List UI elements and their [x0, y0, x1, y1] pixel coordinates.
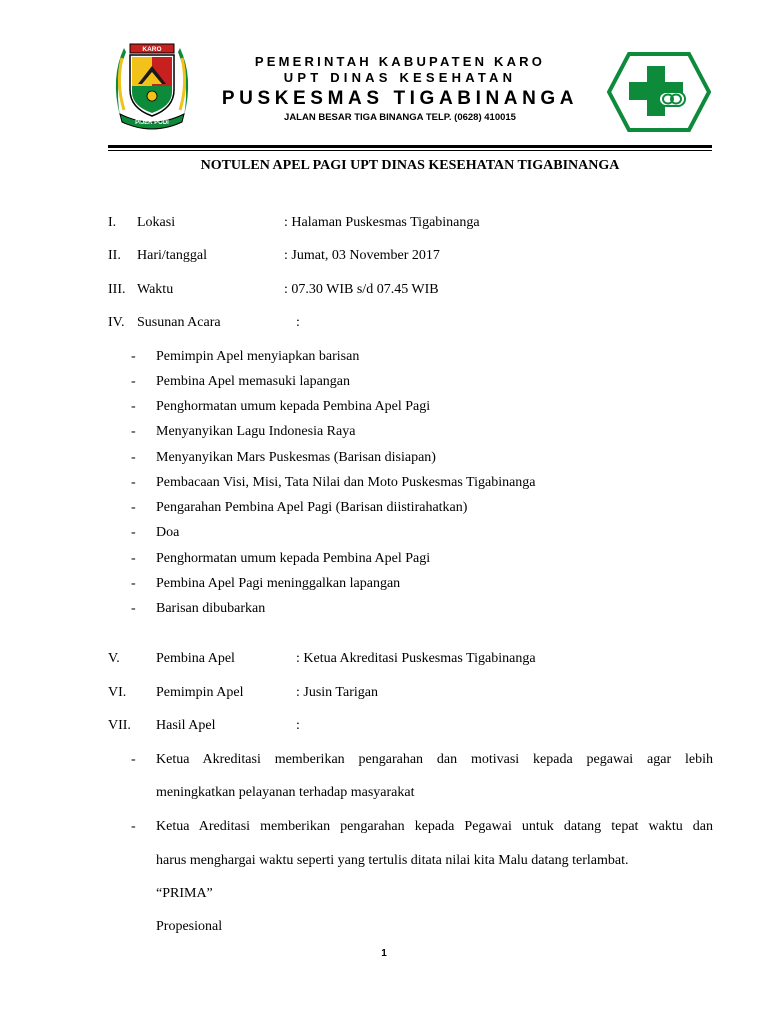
letterhead-text [200, 54, 600, 124]
document-title: NOTULEN APEL PAGI UPT DINAS KESEHATAN TIGABINANGA [200, 158, 620, 173]
result-item-line2: harus menghargai waktu seperti yang tertulis ditata nilai kita Malu datang terlambat. [156, 853, 629, 868]
field-number: IV. [108, 315, 125, 330]
field-label: Susunan Acara [137, 315, 221, 330]
field-label: Hari/tanggal [137, 248, 207, 263]
field-number: II. [108, 248, 121, 263]
field-number: I. [108, 215, 117, 230]
list-bullet: - [131, 601, 136, 616]
field-label: Waktu [137, 282, 174, 297]
field-value: : 07.30 WIB s/d 07.45 WIB [284, 282, 439, 297]
emblem-top-text: KARO [142, 46, 162, 53]
list-item: Menyanyikan Mars Puskesmas (Barisan disiapan) [156, 450, 436, 465]
field-label: Lokasi [137, 215, 176, 230]
result-item-line1: Ketua Akreditasi memberikan pengarahan dan motivasi kepada pegawai agar lebih [156, 752, 713, 767]
letterhead-institution: PUSKESMAS TIGABINANGA [221, 88, 579, 109]
field-number: V. [108, 651, 120, 666]
list-item: Pembacaan Visi, Misi, Tata Nilai dan Moto Puskesmas Tigabinanga [156, 475, 536, 490]
field-label: Pembina Apel [156, 651, 235, 666]
list-bullet: - [131, 424, 136, 439]
list-item: Penghormatan umum kepada Pembina Apel Pagi [156, 551, 431, 566]
list-bullet: - [131, 576, 136, 591]
list-bullet: - [131, 374, 136, 389]
result-item-line2: meningkatkan pelayanan terhadap masyarakat [156, 785, 415, 800]
list-bullet: - [131, 450, 136, 465]
field-label: Hasil Apel [156, 718, 216, 733]
field-number: VI. [108, 685, 127, 700]
prima-heading: “PRIMA” [156, 886, 213, 901]
list-bullet: - [131, 551, 136, 566]
letterhead-government: PEMERINTAH KABUPATEN KARO [254, 54, 546, 69]
list-bullet: - [131, 752, 136, 767]
list-bullet: - [131, 819, 136, 834]
list-bullet: - [131, 475, 136, 490]
list-item: Pemimpin Apel menyiapkan barisan [156, 349, 360, 364]
field-value: : [296, 718, 300, 733]
puskesmas-logo-icon [607, 52, 711, 132]
page-number: 1 [381, 948, 387, 959]
field-label: Pemimpin Apel [156, 685, 244, 700]
list-item: Barisan dibubarkan [156, 601, 266, 616]
prima-word: Propesional [156, 919, 223, 934]
field-value: : Jumat, 03 November 2017 [284, 248, 440, 263]
field-number: III. [108, 282, 126, 297]
list-bullet: - [131, 525, 136, 540]
list-bullet: - [131, 349, 136, 364]
letterhead-rule [108, 145, 712, 148]
field-value: : [296, 315, 300, 330]
list-item: Doa [156, 525, 180, 540]
field-value: : Jusin Tarigan [296, 685, 378, 700]
list-item: Penghormatan umum kepada Pembina Apel Pagi [156, 399, 431, 414]
list-bullet: - [131, 399, 136, 414]
letterhead-address: JALAN BESAR TIGA BINANGA TELP. (0628) 410015 [284, 112, 516, 123]
list-item: Pengarahan Pembina Apel Pagi (Barisan diistirahatkan) [156, 500, 468, 515]
list-item: Menyanyikan Lagu Indonesia Raya [156, 424, 356, 439]
letterhead-rule-thin [108, 150, 712, 151]
list-item: Pembina Apel Pagi meninggalkan lapangan [156, 576, 401, 591]
field-value: : Ketua Akreditasi Puskesmas Tigabinanga [296, 651, 536, 666]
field-number: VII. [108, 718, 131, 733]
list-item: Pembina Apel memasuki lapangan [156, 374, 351, 389]
list-bullet: - [131, 500, 136, 515]
karo-emblem-icon [108, 38, 196, 130]
letterhead-department: UPT DINAS KESEHATAN [283, 70, 517, 85]
field-value: : Halaman Puskesmas Tigabinanga [284, 215, 480, 230]
result-item-line1: Ketua Areditasi memberikan pengarahan kepada Pegawai untuk datang tepat waktu dan [156, 819, 713, 834]
emblem-bottom-text: PIJER PODI [135, 120, 169, 126]
